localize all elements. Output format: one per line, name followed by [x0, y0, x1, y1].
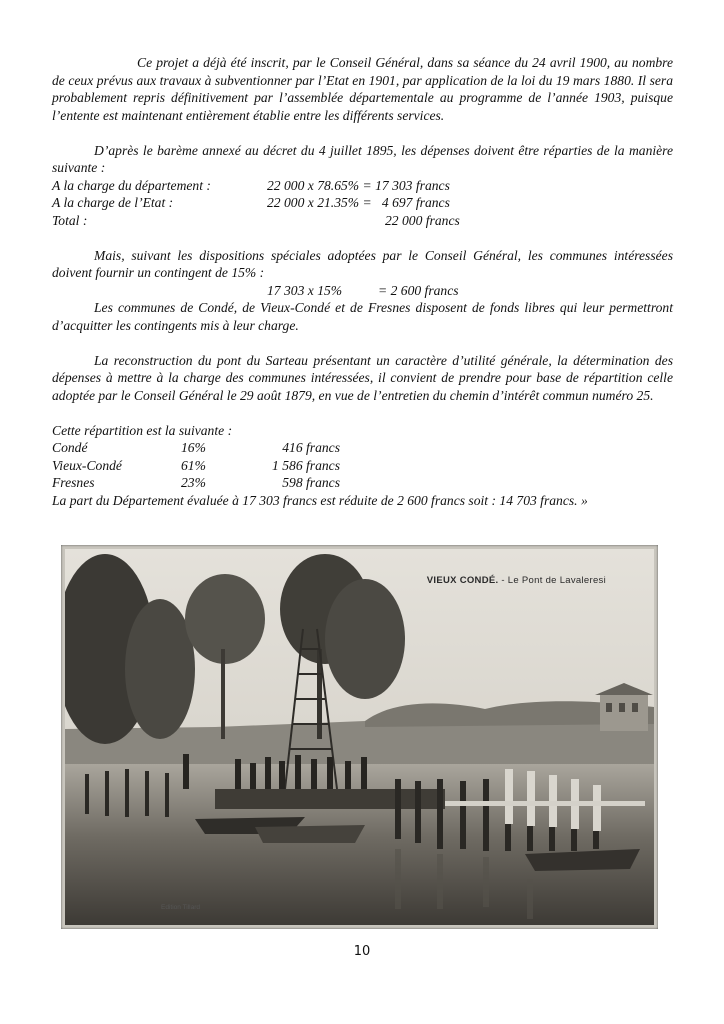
- commune-amount: 598 francs: [282, 475, 340, 490]
- expense-row: [52, 194, 673, 212]
- contingent-result: = 2 600 francs: [378, 282, 459, 298]
- body-text: [52, 54, 673, 509]
- commune-percent: 61%: [181, 457, 206, 473]
- bridge-photo: [65, 549, 654, 925]
- contingent-calc: 17 303 x 15%: [267, 282, 343, 298]
- postcard-photo: [61, 545, 658, 929]
- paragraph-4: Les communes de Condé, de Vieux-Condé et de Fresnes disposent de fonds libres qui leur permettront d’acquitter les contingents mis à leur charge.: [52, 300, 673, 333]
- expense-row: [52, 177, 673, 195]
- repartition-row: [52, 439, 673, 457]
- expense-label: Total :: [52, 212, 88, 228]
- paragraph-3: Mais, suivant les dispositions spéciales adoptées par le Conseil Général, les communes intéressées doivent fournir un contingent de 15% :: [52, 247, 673, 280]
- expense-value: 22 000 x 21.35% = 4 697 francs: [267, 195, 450, 210]
- commune-percent: 16%: [181, 440, 206, 455]
- commune-name: Vieux-Condé: [52, 457, 122, 473]
- expense-label: A la charge du département :: [52, 177, 211, 193]
- commune-name: Condé: [52, 440, 88, 455]
- photo-caption: VIEUX CONDÉ. - Le Pont de Lavaleresi: [426, 575, 606, 586]
- contingent-row: [52, 282, 673, 300]
- paragraph-2: D’après le barème annexé au décret du 4 juillet 1895, les dépenses doivent être réparties de la manière suivante :: [52, 142, 673, 175]
- commune-name: Fresnes: [52, 475, 95, 490]
- expense-row: [52, 212, 673, 230]
- expense-value: 22 000 francs: [385, 212, 460, 228]
- paragraph-5: La reconstruction du pont du Sarteau présentant un caractère d’utilité générale, la détermination des dépenses à mettre à la charge des communes intéressées, il convient de prendre pour base de répartition celle adoptée par le Conseil Général le 29 août 1879, en vue de l’entretien du chemin d’intérêt commun numéro 25.: [52, 352, 673, 403]
- paragraph-1: Ce projet a déjà été inscrit, par le Conseil Général, dans sa séance du 24 avril 1900, au nombre de ceux prévus aux travaux à subventionner par l’Etat en 1901, par application de la loi du 19 mars 1880. Il sera probablement repris définitivement par l’assemblée départementale au programme de l’année 1903, puisque l’entente est maintenant entièrement établie entre les différents services.: [52, 55, 673, 123]
- expense-label: A la charge de l’Etat :: [52, 195, 174, 210]
- photo-editor-mark: Edition Tillard: [161, 904, 201, 911]
- expense-value: 22 000 x 78.65% = 17 303 francs: [267, 177, 450, 193]
- conclusion: La part du Département évaluée à 17 303 francs est réduite de 2 600 francs soit : 14 703 francs. »: [52, 492, 588, 508]
- page-number: 10: [353, 944, 371, 959]
- commune-amount: 1 586 francs: [272, 457, 340, 473]
- repartition-intro: Cette répartition est la suivante :: [52, 422, 233, 438]
- photo-illustration: [65, 549, 654, 925]
- repartition-row: [52, 474, 673, 492]
- commune-percent: 23%: [181, 475, 206, 490]
- repartition-row: [52, 457, 673, 475]
- commune-amount: 416 francs: [282, 440, 340, 455]
